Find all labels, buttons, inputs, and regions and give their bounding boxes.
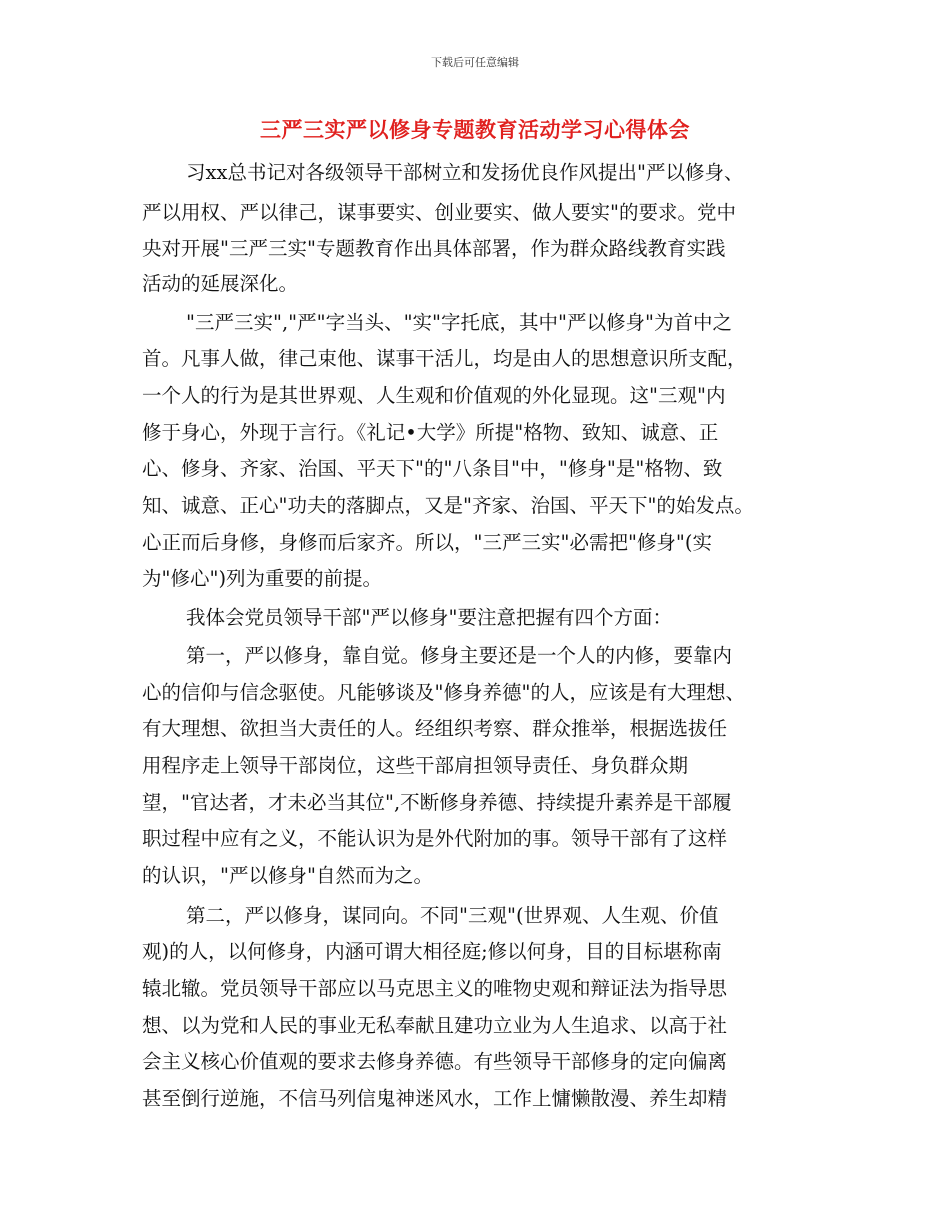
document-title: 三严三实严以修身专题教育活动学习心得体会 <box>260 117 690 142</box>
paragraph-line: 习xx总书记对各级领导干部树立和发扬优良作风提出"严以修身、 <box>186 161 744 184</box>
paragraph-line: 望，"官达者，才未必当其位",不断修身养德、持续提升素养是干部履 <box>142 791 732 814</box>
paragraph-line: 我体会党员领导干部"严以修身"要注意把握有四个方面： <box>186 606 672 629</box>
paragraph-line: 心、修身、齐家、治国、平天下"的"八条目"中，"修身"是"格物、致 <box>142 457 723 480</box>
paragraph-line: 活动的延展深化。 <box>142 272 299 295</box>
paragraph-line: 心正而后身修，身修而后家齐。所以，"三严三实"必需把"修身"(实 <box>142 531 712 554</box>
paragraph-line: 有大理想、欲担当大责任的人。经组织考察、群众推举，根据选拔任 <box>142 717 728 740</box>
paragraph-line: 甚至倒行逆施，不信马列信鬼神迷风水，工作上慵懒散漫、养生却精 <box>142 1087 728 1110</box>
paragraph-line: 想、以为党和人民的事业无私奉献且建功立业为人生追求、以高于社 <box>142 1014 728 1037</box>
paragraph-line: 观)的人，以何修身，内涵可谓大相径庭;修以何身，目的目标堪称南 <box>142 940 722 963</box>
paragraph-line: 心的信仰与信念驱使。凡能够谈及"修身养德"的人，应该是有大理想、 <box>142 681 745 704</box>
paragraph-line: 修于身心，外现于言行。《礼记•大学》所提"格物、致知、诚意、正 <box>142 421 719 444</box>
paragraph-line: 用程序走上领导干部岗位，这些干部肩担领导责任、身负群众期 <box>142 754 689 777</box>
paragraph-line: 为"修心")列为重要的前提。 <box>142 567 383 590</box>
paragraph-line: "三严三实","严"字当头、"实"字托底，其中"严以修身"为首中之 <box>186 311 732 334</box>
paragraph-line: 会主义核心价值观的要求去修身养德。有些领导干部修身的定向偏离 <box>142 1050 728 1073</box>
paragraph-line: 第二，严以修身，谋同向。不同"三观"(世界观、人生观、价值 <box>186 904 719 927</box>
paragraph-line: 职过程中应有之义，不能认识为是外代附加的事。领导干部有了这样 <box>142 827 728 850</box>
paragraph-line: 央对开展"三严三实"专题教育作出具体部署，作为群众路线教育实践 <box>142 237 726 260</box>
paragraph-line: 一个人的行为是其世界观、人生观和价值观的外化显现。这"三观"内 <box>142 384 726 407</box>
paragraph-line: 首。凡事人做，律己束他、谋事干活儿，均是由人的思想意识所支配， <box>142 347 747 370</box>
paragraph-line: 严以用权、严以律己，谋事要实、创业要实、做人要实"的要求。党中 <box>142 201 736 224</box>
page-header: 下载后可任意编辑 <box>431 56 519 69</box>
paragraph-line: 的认识，"严以修身"自然而为之。 <box>142 864 433 887</box>
paragraph-line: 第一，严以修身，靠自觉。修身主要还是一个人的内修，要靠内 <box>186 644 733 667</box>
paragraph-line: 知、诚意、正心"功夫的落脚点，又是"齐家、治国、平天下"的始发点。 <box>142 494 754 517</box>
paragraph-line: 辕北辙。党员领导干部应以马克思主义的唯物史观和辩证法为指导思 <box>142 977 728 1000</box>
